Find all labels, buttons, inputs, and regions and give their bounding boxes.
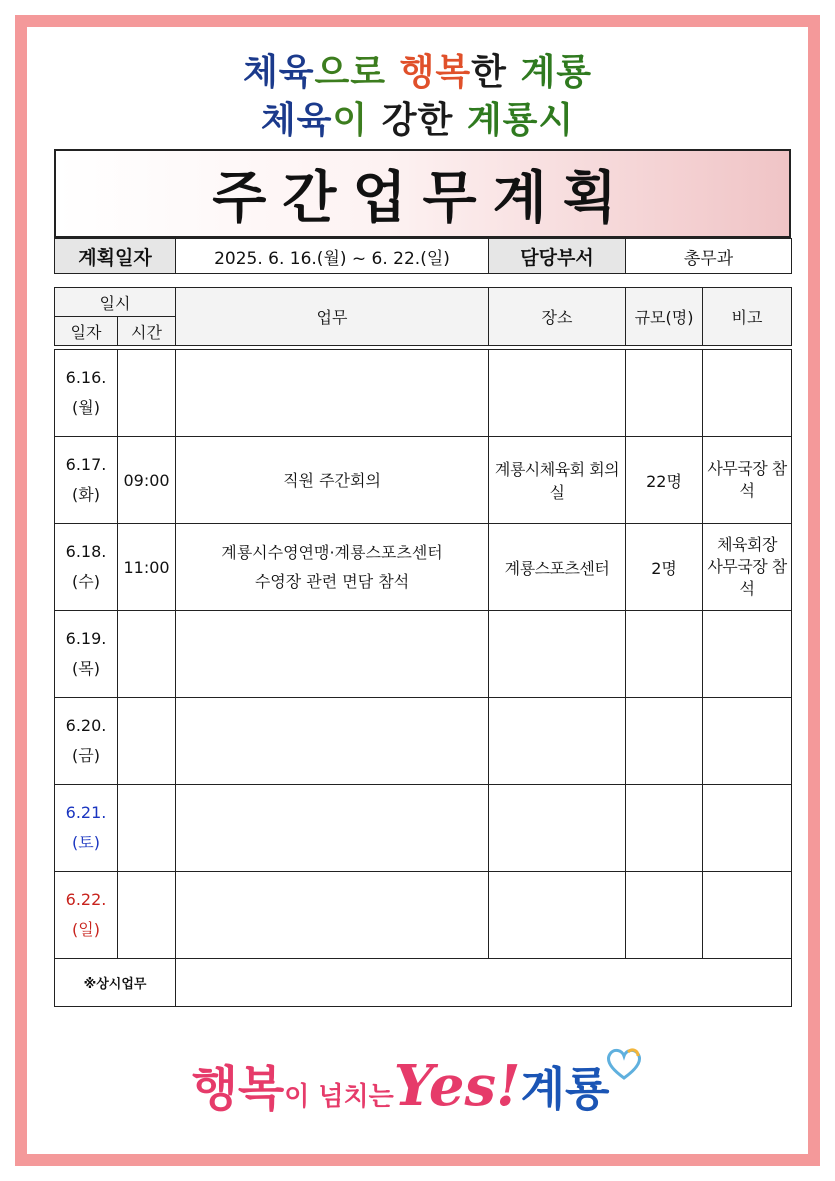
schedule-table (54, 287, 792, 1007)
note-cell (703, 872, 792, 959)
place-cell (489, 872, 626, 959)
place-cell: 계룡스포츠센터 (489, 524, 626, 611)
date: 6.17. (65, 455, 107, 474)
weekday: (월) (72, 398, 100, 417)
regular-task-label: ※상시업무 (55, 959, 176, 1007)
note-cell (703, 785, 792, 872)
time-cell (118, 698, 176, 785)
regular-task-row (55, 959, 792, 1007)
slogan-word: 한 (471, 52, 521, 93)
note-cell (703, 698, 792, 785)
place-cell (489, 611, 626, 698)
date: 6.18. (65, 542, 107, 561)
scale-cell (626, 350, 703, 437)
place-cell (489, 785, 626, 872)
task-cell (176, 350, 489, 437)
table-row (55, 785, 792, 872)
note-cell (703, 611, 792, 698)
regular-task-value (176, 959, 792, 1007)
weekday: (금) (72, 746, 100, 765)
date: 6.22. (65, 890, 107, 909)
scale-cell: 22명 (626, 437, 703, 524)
slogan-word: 체육 (260, 100, 333, 141)
slogan-word: 체육 (242, 52, 315, 93)
date: 6.16. (65, 368, 107, 387)
date-cell (55, 611, 118, 698)
place-cell (489, 698, 626, 785)
footer-word: 이 넘치는 (284, 1082, 394, 1112)
heart-icon (604, 1046, 644, 1082)
table-row (55, 350, 792, 437)
header-time: 시간 (118, 317, 176, 346)
header-date: 일자 (55, 317, 118, 346)
dept-label: 담당부서 (489, 239, 626, 274)
header-task: 업무 (176, 288, 489, 346)
time-cell (118, 785, 176, 872)
weekday: (토) (72, 833, 100, 852)
date-cell (55, 437, 118, 524)
table-row (55, 611, 792, 698)
date-cell (55, 785, 118, 872)
task-cell: 직원 주간회의 (176, 437, 489, 524)
date-cell (55, 350, 118, 437)
time-cell (118, 872, 176, 959)
table-row (55, 437, 792, 524)
title-box (54, 149, 791, 238)
info-table (54, 238, 792, 274)
slogan-word: 계룡 (520, 52, 593, 93)
plan-date-label: 계획일자 (55, 239, 176, 274)
date: 6.20. (65, 716, 107, 735)
task-cell (176, 611, 489, 698)
time-cell (118, 350, 176, 437)
time-cell: 11:00 (118, 524, 176, 611)
scale-cell (626, 698, 703, 785)
note-cell (703, 350, 792, 437)
weekday: (목) (72, 659, 100, 678)
task-cell (176, 785, 489, 872)
weekday: (일) (72, 920, 100, 939)
time-cell: 09:00 (118, 437, 176, 524)
task-cell (176, 698, 489, 785)
weekday: (화) (72, 485, 100, 504)
slogan-line-1 (0, 44, 835, 95)
place-cell (489, 350, 626, 437)
slogan-word: 으로 (314, 52, 400, 93)
plan-date-value: 2025. 6. 16.(월) ~ 6. 22.(일) (176, 239, 489, 274)
date: 6.21. (65, 803, 107, 822)
footer-word: 계룡 (520, 1062, 610, 1116)
header-note: 비고 (703, 288, 792, 346)
header-datetime: 일시 (55, 288, 176, 317)
footer-word: 행복 (191, 1061, 285, 1117)
date-cell (55, 524, 118, 611)
slogan-word: 행복 (399, 52, 472, 93)
header-scale: 규모(명) (626, 288, 703, 346)
date-cell (55, 698, 118, 785)
task-cell: 계룡시수영연맹·계룡스포츠센터 수영장 관련 면담 참석 (176, 524, 489, 611)
date-cell (55, 872, 118, 959)
table-row (55, 872, 792, 959)
scale-cell: 2명 (626, 524, 703, 611)
table-row (55, 698, 792, 785)
date: 6.19. (65, 629, 107, 648)
slogan-line-2 (0, 92, 835, 143)
task-cell (176, 872, 489, 959)
scale-cell (626, 872, 703, 959)
time-cell (118, 611, 176, 698)
slogan-word: 강한 (381, 100, 467, 141)
footer-logo (0, 1050, 835, 1119)
slogan-word: 계룡시 (466, 100, 575, 141)
place-cell: 계룡시체육회 회의실 (489, 437, 626, 524)
page-title: 주간업무계획 (212, 165, 633, 231)
note-cell: 사무국장 참석 (703, 437, 792, 524)
scale-cell (626, 611, 703, 698)
table-row (55, 524, 792, 611)
slogan-word: 이 (332, 100, 382, 141)
header-place: 장소 (489, 288, 626, 346)
footer-word: Yes! (393, 1053, 521, 1119)
scale-cell (626, 785, 703, 872)
weekday: (수) (72, 572, 100, 591)
note-cell: 체육회장 사무국장 참석 (703, 524, 792, 611)
dept-value: 총무과 (626, 239, 792, 274)
